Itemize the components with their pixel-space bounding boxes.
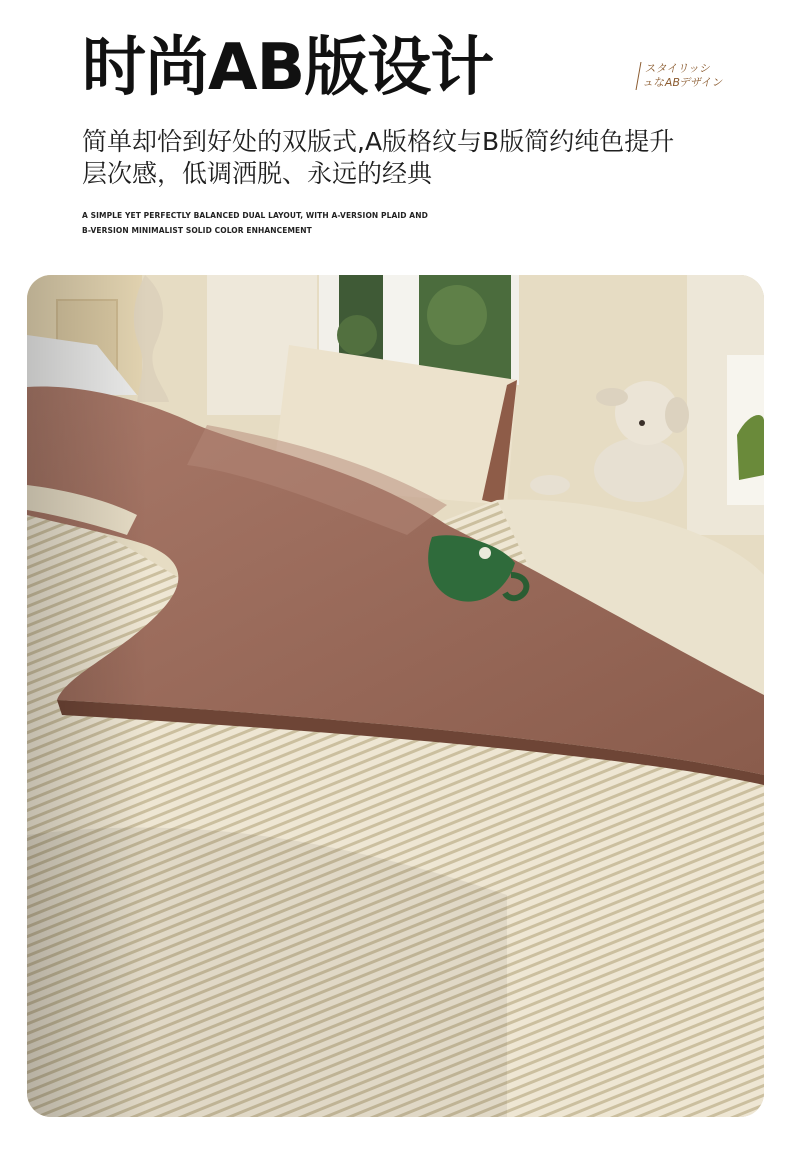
japanese-tagline-line-2: ュなABデザイン	[641, 76, 725, 89]
english-description-line-1: A SIMPLE YET PERFECTLY BALANCED DUAL LAYOUT, WITH A-VERSION PLAID AND	[82, 211, 428, 220]
subtitle-line-1: 简单却恰到好处的双版式,A版格纹与B版简约纯色提升	[82, 127, 675, 156]
page-title: 时尚AB版设计	[82, 31, 494, 105]
product-photo	[27, 275, 764, 1117]
japanese-tagline-line-1: スタイリッシ	[644, 62, 712, 75]
japanese-tagline	[636, 62, 727, 90]
english-description	[82, 208, 428, 238]
subtitle-line-2: 层次感，低调洒脱、永远的经典	[82, 159, 433, 188]
english-description-line-2: B-VERSION MINIMALIST SOLID COLOR ENHANCEMENT	[82, 226, 312, 235]
subtitle	[82, 126, 702, 190]
